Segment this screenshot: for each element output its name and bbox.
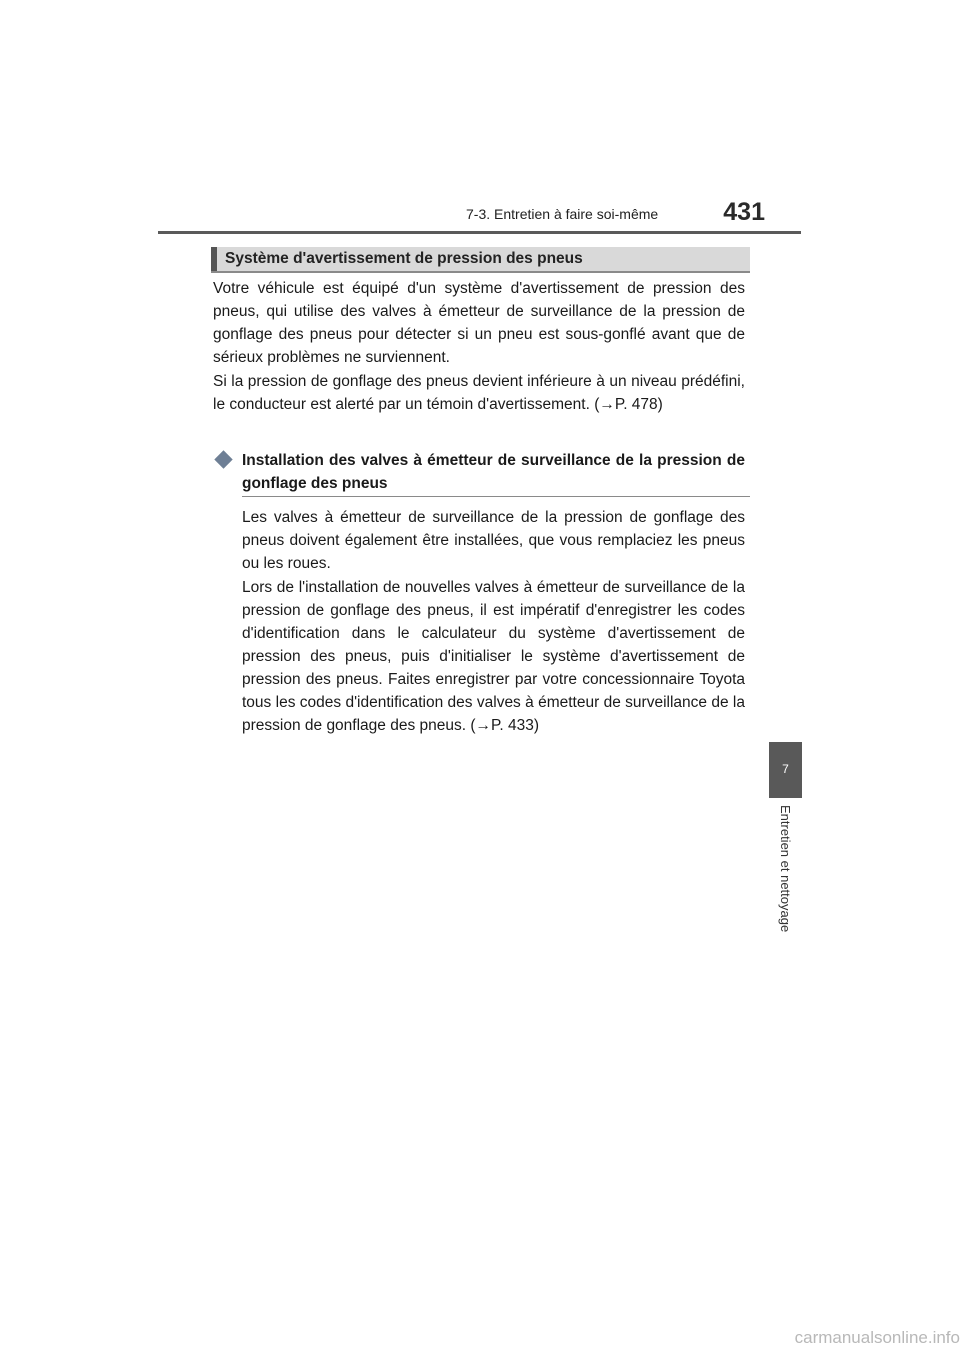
page-number: 431: [723, 198, 765, 226]
header-section-title: 7-3. Entretien à faire soi-même: [466, 206, 659, 222]
section-title-bar: [211, 247, 750, 273]
chapter-label: [770, 805, 800, 955]
subsection-paragraph-2: Lors de l'installation de nouvelles valves à émetteur de surveillance de la pression de gonflage des pneus, il est impératif d'enregistrer les codes d'identification dans le calculateur du système d'avertissement de pression des pneus, puis d'initialiser le système d'avertissement de pression des pneus. Faites enregistrer par votre concessionnaire Toyota tous les codes d'identification des valves à émetteur de surveillance de la pression de gonflage des pneus. (→P. 433): [242, 579, 745, 734]
section-title-accent: [211, 247, 217, 271]
diamond-bullet-icon: [214, 450, 232, 468]
subsection-title: Installation des valves à émetteur de surveillance de la pression de gonflage des pneus: [242, 452, 745, 492]
subsection-paragraph-1: Les valves à émetteur de surveillance de la pression de gonflage des pneus doivent également être installées, que vous remplaciez les pneus ou les roues.: [242, 509, 745, 572]
section-paragraph-2: Si la pression de gonflage des pneus devient inférieure à un niveau prédéfini, le conducteur est alerté par un témoin d'avertissement. (→P. 478): [213, 373, 745, 413]
subsection-rule: [242, 496, 750, 497]
watermark: carmanualsonline.info: [794, 1328, 960, 1347]
chapter-label-text: Entretien et nettoyage: [778, 805, 793, 933]
section-title: Système d'avertissement de pression des pneus: [225, 250, 583, 267]
chapter-tab: [769, 742, 802, 798]
chapter-number: 7: [782, 762, 789, 776]
header-rule: [158, 231, 801, 234]
section-paragraph-1: Votre véhicule est équipé d'un système d'avertissement de pression des pneus, qui utilise des valves à émetteur de surveillance de la pression de gonflage des pneus pour détecter si un pneu est sous-gonflé avant que de sérieux problèmes ne surviennent.: [213, 280, 745, 366]
